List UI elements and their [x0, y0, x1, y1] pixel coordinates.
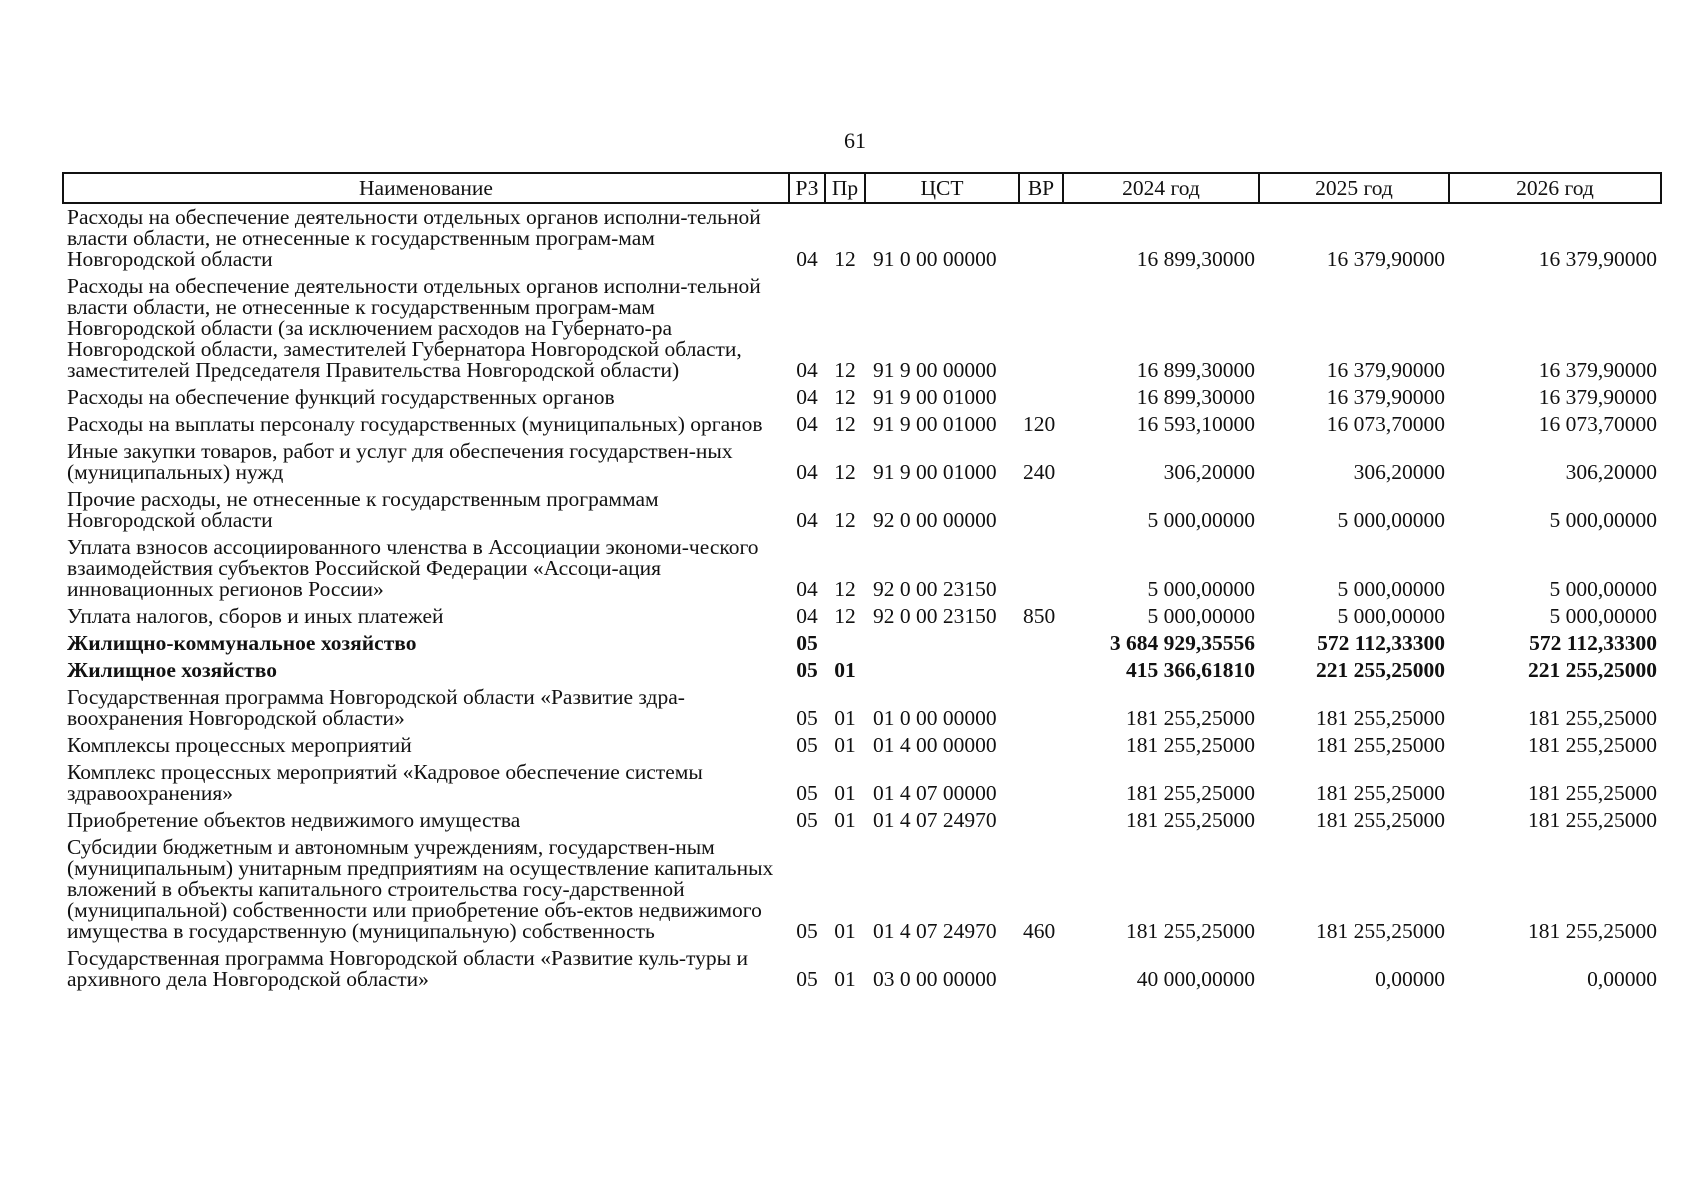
cell-rz: 04: [796, 577, 818, 601]
cell-cst: 91 9 00 01000: [873, 412, 997, 436]
cell-rz: 04: [796, 604, 818, 628]
table-row: [63, 273, 1661, 384]
cell-vr: [1019, 732, 1063, 759]
cell-pr: 12: [834, 604, 856, 628]
cell-vr: 240: [1023, 460, 1056, 484]
cell-y2025: 5 000,00000: [1337, 508, 1445, 532]
table-row: [63, 684, 1661, 732]
cell-y2026: 181 255,25000: [1528, 919, 1657, 943]
cell-pr: 12: [834, 577, 856, 601]
cell-pr: 12: [834, 247, 856, 271]
cell-name: Расходы на обеспечение деятельности отдельных органов исполни-тельной власти области, не отнесенные к государственным програм-мам Новгородской области: [67, 205, 761, 271]
cell-cst: 92 0 00 23150: [873, 604, 997, 628]
cell-y2026: 572 112,33300: [1529, 631, 1657, 655]
table-row: [63, 534, 1661, 603]
cell-cst: 92 0 00 00000: [873, 508, 997, 532]
cell-cst: 01 4 00 00000: [873, 733, 997, 757]
cell-y2026: 306,20000: [1565, 460, 1657, 484]
header-cst: ЦСТ: [865, 173, 1019, 203]
cell-name: Субсидии бюджетным и автономным учреждениям, государствен-ным (муниципальным) унитарным предприятиям на осуществление капитальных вложений в объекты капитального строительства госу-дарственной (муниципальной) собственности или приобретение объ-ектов недвижимого имущества в государственную (муниципальную) собственность: [67, 835, 774, 943]
budget-table: [62, 172, 1662, 993]
cell-y2026: 0,00000: [1587, 967, 1657, 991]
cell-y2025: 181 255,25000: [1316, 808, 1445, 832]
table-row: [63, 657, 1661, 684]
cell-name: Комплексы процессных мероприятий: [67, 733, 412, 757]
cell-y2024: 5 000,00000: [1147, 508, 1255, 532]
cell-y2025: 16 073,70000: [1326, 412, 1445, 436]
header-2026: 2026 год: [1449, 173, 1661, 203]
cell-y2025: 0,00000: [1375, 967, 1445, 991]
table-row: [63, 759, 1661, 807]
cell-y2026: 16 379,90000: [1538, 358, 1657, 382]
table-row: [63, 834, 1661, 945]
table-header-row: [63, 173, 1661, 203]
cell-y2026: 181 255,25000: [1528, 733, 1657, 757]
cell-cst: 91 9 00 00000: [873, 358, 997, 382]
table-row: [63, 203, 1661, 273]
cell-rz: 05: [796, 808, 818, 832]
cell-vr: [1019, 534, 1063, 603]
cell-name: Расходы на обеспечение деятельности отдельных органов исполни-тельной власти области, не отнесенные к государственным програм-мам Новгородской области (за исключением расходов на Губернато-ра Новгородской области, заместителей Губернатора Новгородской области, заместителей Председателя Правительства Новгородской области): [67, 274, 761, 382]
cell-cst: 91 9 00 01000: [873, 385, 997, 409]
cell-y2025: 16 379,90000: [1326, 358, 1445, 382]
cell-name: Уплата налогов, сборов и иных платежей: [67, 604, 444, 628]
cell-pr: [825, 630, 865, 657]
cell-y2025: 181 255,25000: [1316, 706, 1445, 730]
cell-pr: 12: [834, 385, 856, 409]
table-row: [63, 486, 1661, 534]
cell-y2024: 16 899,30000: [1136, 247, 1255, 271]
cell-cst: 91 9 00 01000: [873, 460, 997, 484]
cell-y2024: 181 255,25000: [1126, 808, 1255, 832]
header-rz: РЗ: [789, 173, 825, 203]
cell-rz: 04: [796, 247, 818, 271]
cell-y2025: 181 255,25000: [1316, 919, 1445, 943]
cell-y2026: 5 000,00000: [1549, 604, 1657, 628]
cell-y2024: 181 255,25000: [1126, 706, 1255, 730]
cell-pr: 01: [834, 781, 856, 805]
cell-y2025: 221 255,25000: [1316, 658, 1445, 682]
cell-rz: 05: [796, 733, 818, 757]
cell-y2026: 5 000,00000: [1549, 508, 1657, 532]
cell-y2025: 5 000,00000: [1337, 577, 1445, 601]
cell-y2025: 306,20000: [1353, 460, 1445, 484]
cell-y2026: 181 255,25000: [1528, 781, 1657, 805]
cell-pr: 01: [834, 919, 856, 943]
cell-y2025: 16 379,90000: [1326, 385, 1445, 409]
cell-vr: [1019, 203, 1063, 273]
cell-vr: [1019, 684, 1063, 732]
cell-cst: 01 4 07 24970: [873, 919, 997, 943]
cell-vr: [1019, 486, 1063, 534]
cell-y2025: 16 379,90000: [1326, 247, 1445, 271]
cell-pr: 01: [834, 706, 856, 730]
cell-y2024: 181 255,25000: [1126, 733, 1255, 757]
cell-pr: 01: [834, 658, 856, 682]
cell-vr: [1019, 807, 1063, 834]
cell-y2024: 181 255,25000: [1126, 781, 1255, 805]
cell-name: Прочие расходы, не отнесенные к государственным программам Новгородской области: [67, 487, 659, 532]
cell-name: Жилищное хозяйство: [67, 658, 277, 682]
cell-vr: [1019, 384, 1063, 411]
cell-y2024: 306,20000: [1163, 460, 1255, 484]
cell-cst: 03 0 00 00000: [873, 967, 997, 991]
cell-vr: 850: [1023, 604, 1056, 628]
cell-y2026: 16 379,90000: [1538, 385, 1657, 409]
header-2024: 2024 год: [1063, 173, 1259, 203]
cell-y2025: 5 000,00000: [1337, 604, 1445, 628]
cell-y2026: 5 000,00000: [1549, 577, 1657, 601]
cell-y2024: 40 000,00000: [1136, 967, 1255, 991]
cell-y2026: 16 073,70000: [1538, 412, 1657, 436]
cell-rz: 05: [796, 658, 818, 682]
cell-y2026: 181 255,25000: [1528, 808, 1657, 832]
table-row: [63, 438, 1661, 486]
header-2025: 2025 год: [1259, 173, 1449, 203]
header-pr: Пр: [825, 173, 865, 203]
cell-vr: [1019, 657, 1063, 684]
cell-name: Приобретение объектов недвижимого имущества: [67, 808, 521, 832]
cell-name: Государственная программа Новгородской области «Развитие здра-воохранения Новгородской области»: [67, 685, 685, 730]
table-row: [63, 807, 1661, 834]
cell-y2024: 181 255,25000: [1126, 919, 1255, 943]
cell-y2025: 181 255,25000: [1316, 733, 1445, 757]
cell-vr: [1019, 273, 1063, 384]
table-row: [63, 411, 1661, 438]
cell-vr: 460: [1023, 919, 1056, 943]
cell-vr: [1019, 630, 1063, 657]
cell-rz: 05: [796, 967, 818, 991]
cell-y2026: 16 379,90000: [1538, 247, 1657, 271]
table-row: [63, 603, 1661, 630]
cell-cst: [865, 657, 1019, 684]
cell-pr: 01: [834, 808, 856, 832]
cell-name: Расходы на обеспечение функций государственных органов: [67, 385, 615, 409]
cell-rz: 04: [796, 460, 818, 484]
cell-cst: [865, 630, 1019, 657]
cell-cst: 01 4 07 24970: [873, 808, 997, 832]
cell-name: Комплекс процессных мероприятий «Кадровое обеспечение системы здравоохранения»: [67, 760, 703, 805]
cell-y2024: 16 593,10000: [1136, 412, 1255, 436]
cell-rz: 05: [796, 919, 818, 943]
cell-rz: 04: [796, 358, 818, 382]
cell-y2024: 16 899,30000: [1136, 358, 1255, 382]
cell-y2026: 221 255,25000: [1528, 658, 1657, 682]
header-vr: ВР: [1019, 173, 1063, 203]
table-row: [63, 630, 1661, 657]
cell-y2024: 5 000,00000: [1147, 604, 1255, 628]
cell-y2025: 572 112,33300: [1317, 631, 1445, 655]
cell-vr: [1019, 945, 1063, 993]
cell-pr: 01: [834, 733, 856, 757]
cell-y2025: 181 255,25000: [1316, 781, 1445, 805]
header-name: Наименование: [63, 173, 789, 203]
cell-pr: 12: [834, 358, 856, 382]
cell-y2024: 16 899,30000: [1136, 385, 1255, 409]
cell-pr: 12: [834, 412, 856, 436]
cell-name: Жилищно-коммунальное хозяйство: [67, 631, 417, 655]
cell-rz: 04: [796, 412, 818, 436]
cell-vr: 120: [1023, 412, 1056, 436]
cell-rz: 05: [796, 706, 818, 730]
cell-vr: [1019, 759, 1063, 807]
cell-name: Расходы на выплаты персоналу государственных (муниципальных) органов: [67, 412, 763, 436]
cell-rz: 04: [796, 385, 818, 409]
cell-y2026: 181 255,25000: [1528, 706, 1657, 730]
table-row: [63, 732, 1661, 759]
table-row: [63, 945, 1661, 993]
cell-rz: 05: [796, 631, 818, 655]
cell-pr: 12: [834, 508, 856, 532]
cell-name: Государственная программа Новгородской области «Развитие куль-туры и архивного дела Новгородской области»: [67, 946, 748, 991]
cell-name: Уплата взносов ассоциированного членства в Ассоциации экономи-ческого взаимодействия субъектов Российской Федерации «Ассоци-ация инновационных регионов России»: [67, 535, 759, 601]
page-number: 61: [844, 128, 866, 153]
cell-rz: 04: [796, 508, 818, 532]
table-row: [63, 384, 1661, 411]
cell-y2024: 415 366,61810: [1126, 658, 1255, 682]
cell-cst: 92 0 00 23150: [873, 577, 997, 601]
cell-cst: 01 0 00 00000: [873, 706, 997, 730]
cell-y2024: 5 000,00000: [1147, 577, 1255, 601]
cell-pr: 01: [834, 967, 856, 991]
cell-y2024: 3 684 929,35556: [1109, 631, 1255, 655]
cell-cst: 91 0 00 00000: [873, 247, 997, 271]
cell-rz: 05: [796, 781, 818, 805]
cell-pr: 12: [834, 460, 856, 484]
cell-cst: 01 4 07 00000: [873, 781, 997, 805]
cell-name: Иные закупки товаров, работ и услуг для обеспечения государствен-ных (муниципальных) нужд: [67, 439, 733, 484]
